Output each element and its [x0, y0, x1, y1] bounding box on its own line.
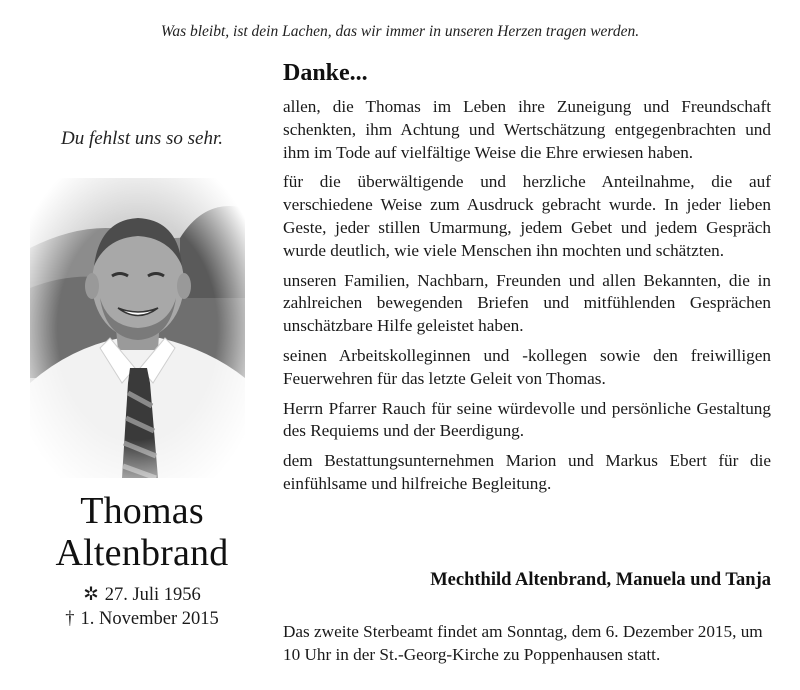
deceased-name: [22, 490, 262, 574]
portrait-photo: [30, 178, 245, 478]
birth-date: 27. Juli 1956: [104, 585, 201, 605]
thanks-paragraph: allen, die Thomas im Leben ihre Zuneigung und Freundschaft schenkten, ihm Achtung und Wertschätzung entgegenbrachten und ihm im Tode auf vielfältige Weise die Ehre erwiesen haben.: [283, 97, 771, 162]
thanks-heading: Danke...: [283, 60, 368, 86]
first-name: Thomas: [80, 490, 204, 532]
thanks-paragraph: unseren Familien, Nachbarn, Freunden und allen Bekannten, die in zahlreichen bewegenden Briefen und mitfühlenden Gesprächen unschätzbare Hilfe geleistet haben.: [283, 270, 771, 336]
motto: Was bleibt, ist dein Lachen, das wir immer in unseren Herzen tragen werden.: [160, 23, 640, 40]
thanks-paragraph: Herrn Pfarrer Rauch für seine würdevolle und persönliche Gestaltung des Requiems und der Beerdigung.: [283, 398, 771, 441]
memorial-service-notice: Das zweite Sterbeamt findet am Sonntag, dem 6. Dezember 2015, um 10 Uhr in der St.-Georg-Kirche zu Poppenhausen statt.: [283, 622, 763, 664]
birth-star-icon: ✲: [83, 585, 99, 605]
death-cross-icon: †: [65, 609, 75, 629]
thanks-paragraph: für die überwältigende und herzliche Anteilnahme, die auf verschiedene Weise zum Ausdruck gebracht wurde. In jeder lieben Geste, jeder stillen Umarmung, jedem Gebet und jedem Gespräch wurde deutlich, wie viele Menschen ihn mochten und schätzten.: [283, 172, 771, 260]
birth-date-line: [22, 583, 262, 607]
life-dates: [22, 583, 262, 631]
left-quote: Du fehlst uns so sehr.: [60, 128, 224, 149]
death-date-line: [22, 607, 262, 631]
family-signature: Mechthild Altenbrand, Manuela und Tanja: [430, 570, 771, 590]
thanks-paragraph: seinen Arbeitskolleginnen und -kollegen sowie den freiwilligen Feuerwehren für das letzte Geleit von Thomas.: [283, 345, 771, 388]
thanks-paragraph: dem Bestattungsunternehmen Marion und Markus Ebert für die einfühlsame und hilfreiche Begleitung.: [283, 451, 771, 493]
thanks-section: [283, 60, 771, 503]
last-name: Altenbrand: [55, 532, 229, 574]
death-date: 1. November 2015: [80, 609, 219, 629]
